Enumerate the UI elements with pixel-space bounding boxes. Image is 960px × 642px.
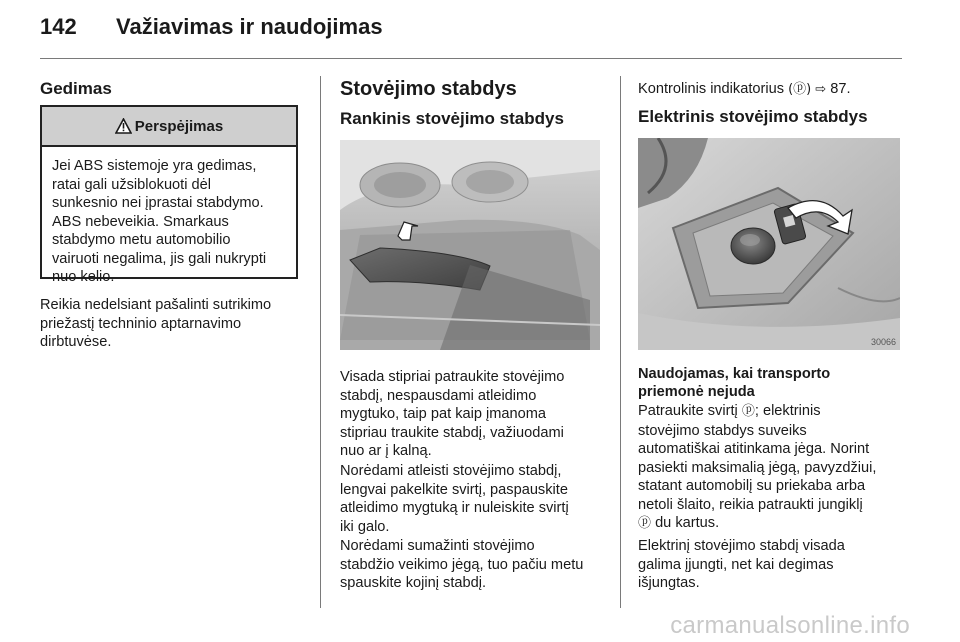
- page-title: Važiavimas ir naudojimas: [116, 14, 383, 39]
- indicator-reference: [638, 80, 851, 100]
- column-divider-2: [620, 76, 621, 608]
- page-number: 142: [40, 14, 77, 39]
- electric-brake-photo: [638, 138, 900, 350]
- text-line: Norėdami atleisti stovėjimo stabdį,: [340, 463, 562, 479]
- text-line: Elektrinį stovėjimo stabdį visada: [638, 538, 845, 554]
- paragraph-ignition-off: [638, 537, 845, 593]
- section-heading-gedimas: Gedimas: [40, 79, 112, 98]
- manual-brake-photo: [340, 140, 600, 350]
- warning-box: [40, 105, 298, 285]
- page-reference-arrow-icon: ⇨: [815, 82, 827, 97]
- section-heading-parking-brake: Stovėjimo stabdys: [340, 78, 517, 100]
- text-line: stipriau traukite stabdį, važiuodami: [340, 424, 564, 441]
- text-fragment: ; elektrinis: [754, 403, 821, 419]
- warning-line: nuo kelio.: [52, 269, 115, 285]
- text-line: pasiekti maksimalią jėgą, pavyzdžiui,: [638, 459, 877, 476]
- text-line: nuo ar į kalną.: [340, 443, 432, 459]
- warning-line: ABS nebeveikia. Smarkaus: [52, 213, 229, 230]
- page-reference-link[interactable]: 87.: [830, 81, 851, 97]
- text-line: išjungtas.: [638, 575, 700, 591]
- text-line: Norėdami sumažinti stovėjimo: [340, 538, 535, 554]
- text-line: spauskite kojinį stabdį.: [340, 575, 487, 591]
- text-line: stovėjimo stabdys suveiks: [638, 422, 807, 439]
- parking-p-icon: ⓟ: [638, 516, 652, 531]
- text-line: Reikia nedelsiant pašalinti sutrikimo: [40, 297, 272, 313]
- text-line: Visada stipriai patraukite stovėjimo: [340, 369, 565, 385]
- header-rule: [40, 58, 902, 59]
- paragraph-electric-use: [638, 402, 876, 534]
- parking-brake-indicator-icon: (ⓟ): [788, 82, 812, 97]
- text-line: statant automobilį su priekaba arba: [638, 478, 866, 494]
- text-line: atleidimo mygtuką ir nuleiskite svirtį: [340, 500, 569, 516]
- image-code: 30066: [870, 337, 896, 347]
- paragraph-release-brake: [340, 462, 569, 536]
- warning-line: sunkesnio nei įprastai stabdymo.: [52, 195, 264, 211]
- text-line: mygtuko, taip pat kaip įmanoma: [340, 406, 547, 422]
- text-line: galima įjungti, net kai degimas: [638, 556, 834, 573]
- text-line: iki galo.: [340, 518, 390, 535]
- text-line: automatiškai atitinkama jėga. Norint: [638, 441, 870, 457]
- subheading-manual-brake: Rankinis stovėjimo stabdys: [340, 109, 564, 128]
- column-divider-1: [320, 76, 321, 608]
- text-line: stabdžio veikimo jėgą, tuo pačiu metu: [340, 556, 584, 573]
- text-fragment: du kartus.: [651, 515, 720, 531]
- subheading-stationary-use: [638, 366, 830, 401]
- paragraph-reduce-force: [340, 537, 583, 593]
- paragraph-repair: [40, 296, 271, 352]
- text-line: priežastį techninio aptarnavimo: [40, 315, 242, 332]
- warning-line: Jei ABS sistemoje yra gedimas,: [52, 158, 257, 174]
- warning-line: stabdymo metu automobilio: [52, 232, 231, 248]
- paragraph-apply-brake: [340, 368, 564, 461]
- text-fragment: Patraukite svirtį: [638, 403, 738, 419]
- warning-line: ratai gali užsiblokuoti dėl: [52, 176, 211, 193]
- warning-title: Perspėjimas: [134, 117, 224, 135]
- warning-triangle-icon: [115, 118, 132, 134]
- subheading-electric-brake: Elektrinis stovėjimo stabdys: [638, 107, 868, 126]
- text-line: netoli šlaito, reikia patraukti jungiklį: [638, 496, 863, 513]
- footer-watermark: carmanualsonline.info: [670, 612, 910, 639]
- text-line: priemonė nejuda: [638, 383, 755, 400]
- indicator-text: Kontrolinis indikatorius: [638, 81, 785, 97]
- warning-line: vairuoti negalima, jis gali nukrypti: [52, 250, 267, 267]
- warning-text: [42, 147, 296, 287]
- text-line: Naudojamas, kai transporto: [638, 366, 831, 382]
- parking-p-icon: ⓟ: [741, 404, 755, 419]
- warning-header: [42, 107, 296, 147]
- text-line: dirbtuvėse.: [40, 334, 112, 350]
- text-line: [638, 402, 876, 422]
- text-line: lengvai pakelkite svirtį, paspauskite: [340, 481, 568, 498]
- text-line: [638, 514, 876, 534]
- text-line: stabdį, nespausdami atleidimo: [340, 387, 537, 404]
